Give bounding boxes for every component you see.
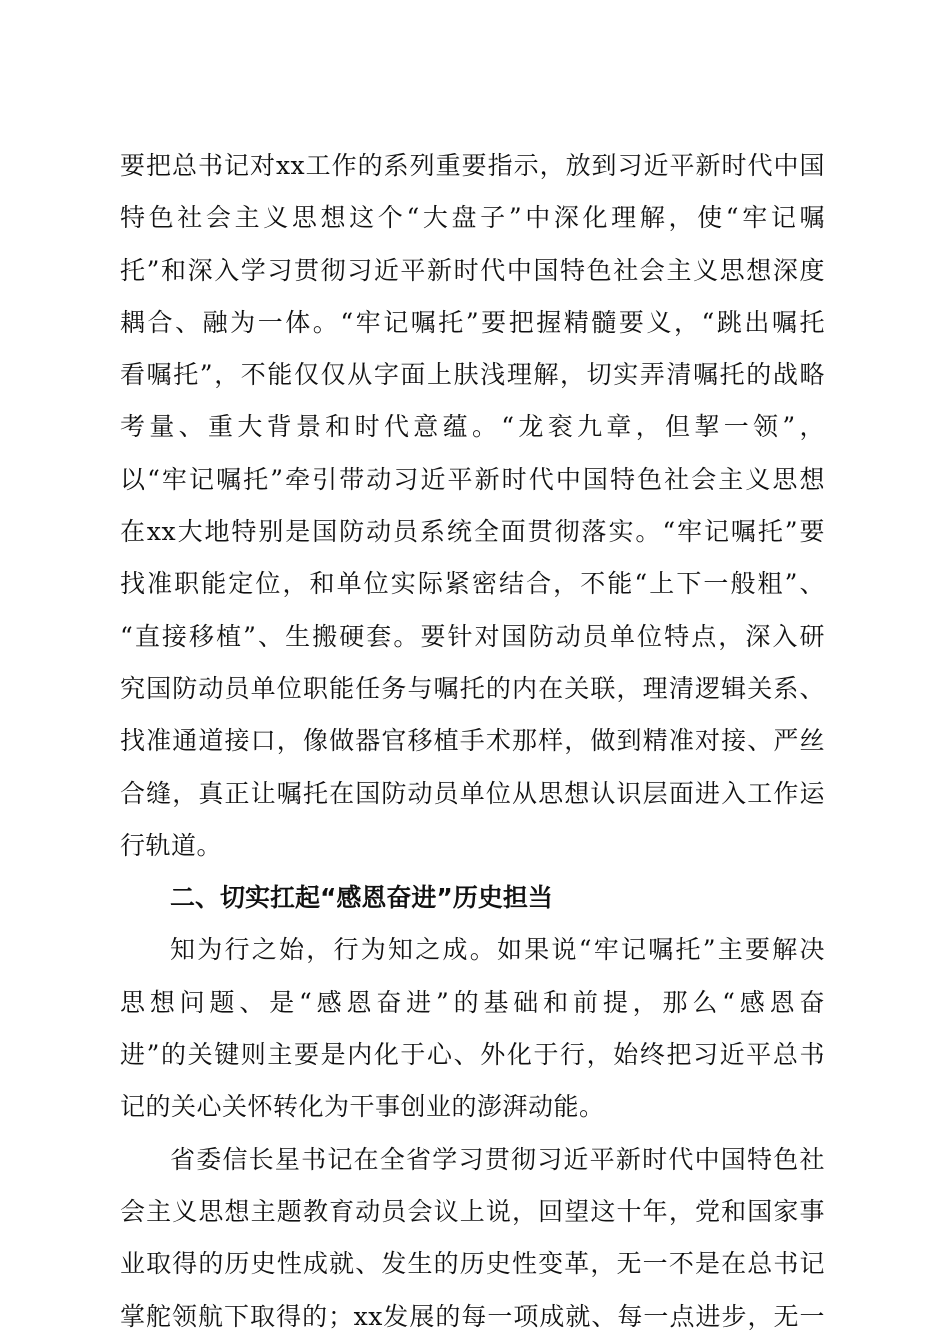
text-line: 业取得的历史性成就、发生的历史性变革，无一不是在总书记 [120, 1249, 825, 1279]
text-line: 究国防动员单位职能任务与嘱托的内在关联，理清逻辑关系、 [120, 673, 825, 703]
text-line: 合缝，真正让嘱托在国防动员单位从思想认识层面进入工作运 [120, 778, 825, 808]
document-body [120, 140, 825, 1343]
section-heading-2: 二、切实扛起“感恩奋进”历史担当 [170, 883, 553, 913]
text-line: 会主义思想主题教育动员会议上说，回望这十年，党和国家事 [120, 1196, 825, 1226]
paragraph-1 [120, 140, 825, 872]
text-line: 进”的关键则主要是内化于心、外化于行，始终把习近平总书 [120, 1040, 825, 1070]
text-line: 思想问题、是“感恩奋进”的基础和前提，那么“感恩奋 [120, 987, 825, 1017]
text-line: 省委信长星书记在全省学习贯彻习近平新时代中国特色社 [170, 1144, 825, 1174]
text-line: 找准职能定位，和单位实际紧密结合，不能“上下一般粗”、 [120, 569, 825, 599]
text-line: 行轨道。 [120, 830, 223, 860]
text-line: 找准通道接口，像做器官移植手术那样，做到精准对接、严丝 [120, 726, 825, 756]
paragraph-2 [120, 924, 825, 1133]
text-line: 掌舵领航下取得的；xx发展的每一项成就、每一点进步，无一 [120, 1301, 825, 1331]
text-line: 要把总书记对xx工作的系列重要指示，放到习近平新时代中国 [120, 151, 825, 180]
text-line: 知为行之始，行为知之成。如果说“牢记嘱托”主要解决 [170, 935, 825, 965]
text-line: 看嘱托”，不能仅仅从字面上肤浅理解，切实弄清嘱托的战略 [120, 360, 825, 390]
text-line: 特色社会主义思想这个“大盘子”中深化理解，使“牢记嘱 [120, 203, 825, 233]
text-line: 以“牢记嘱托”牵引带动习近平新时代中国特色社会主义思想 [120, 464, 825, 494]
text-line: 耦合、融为一体。“牢记嘱托”要把握精髓要义，“跳出嘱托 [120, 307, 825, 337]
text-line: 在xx大地特别是国防动员系统全面贯彻落实。“牢记嘱托”要 [120, 517, 825, 547]
text-line: 托”和深入学习贯彻习近平新时代中国特色社会主义思想深度 [120, 255, 825, 285]
text-line: 考量、重大背景和时代意蕴。“龙衮九章，但挈一领”， [120, 412, 825, 442]
paragraph-3 [120, 1134, 825, 1343]
text-line: 记的关心关怀转化为干事创业的澎湃动能。 [120, 1092, 605, 1122]
text-line: “直接移植”、生搬硬套。要针对国防动员单位特点，深入研 [120, 621, 825, 651]
